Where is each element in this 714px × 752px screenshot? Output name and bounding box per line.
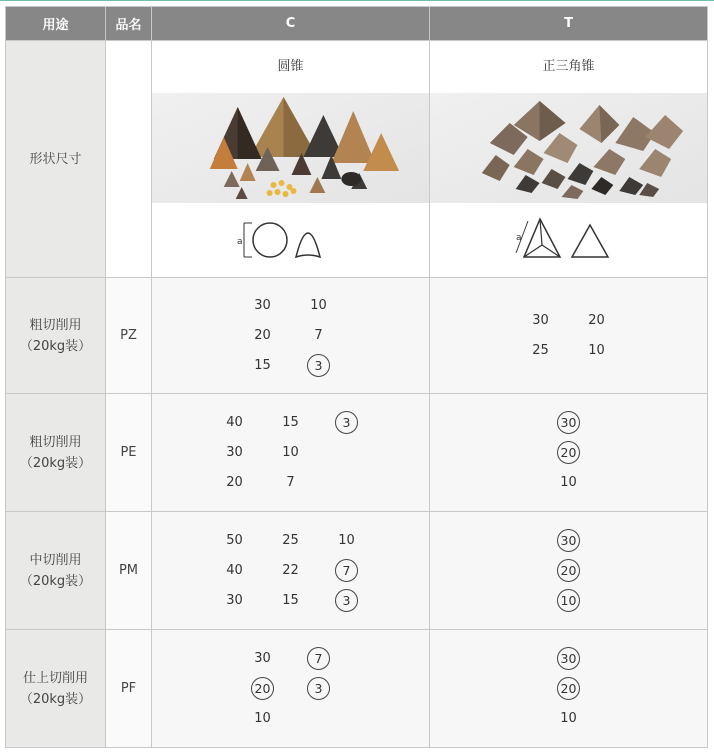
pyramid-title: 正三角锥 (542, 59, 595, 74)
usage-weight: （20kg装） (19, 573, 92, 589)
rows.0.t-value-line (513, 306, 625, 336)
size-value (541, 677, 597, 700)
pyramid-media-photo (430, 93, 707, 203)
usage-label: 粗切削用 (29, 434, 82, 450)
rows.1.t-values (430, 408, 707, 498)
size-value: 50 (226, 533, 243, 548)
size-value: 30 (532, 313, 549, 328)
rows.3.t-values (430, 644, 707, 734)
pyramid-sizes-cell (430, 394, 708, 512)
cone-sizes-cell (152, 278, 430, 394)
usage-label: 仕上切削用 (22, 670, 88, 686)
product-name: PF (106, 630, 152, 748)
rows.1.c-value-line (207, 438, 375, 468)
rows.1.c-value-line (207, 468, 375, 498)
rows.3.c-value-line (235, 644, 347, 674)
cone-dim-a: a (236, 237, 243, 247)
size-value (291, 647, 347, 670)
circled-size-value: 20 (251, 677, 274, 700)
size-value (541, 589, 597, 612)
circled-size-value: 7 (307, 647, 330, 670)
cone-diagram (152, 203, 429, 277)
rows.0.c-value-line (235, 351, 347, 381)
usage-cell (6, 394, 106, 512)
shape-label: 形状尺寸 (6, 41, 106, 278)
cone-title: 圆锥 (277, 59, 304, 74)
header-col-c: C (152, 7, 430, 41)
size-value: 30 (226, 445, 243, 460)
product-name: PE (106, 394, 152, 512)
circled-size-value: 7 (335, 559, 358, 582)
circled-size-value: 3 (307, 354, 330, 377)
size-value (541, 529, 597, 552)
size-value: 40 (226, 563, 243, 578)
rows.2.t-value-line (541, 526, 597, 556)
cone-dimension-icon (236, 215, 346, 265)
header-usage: 用途 (6, 7, 106, 41)
size-value: 25 (282, 533, 299, 548)
size-value: 15 (254, 358, 271, 373)
size-value (541, 559, 597, 582)
rows.3.t-value-line (541, 644, 597, 674)
circled-size-value: 10 (557, 589, 580, 612)
pyramid-shape-cell (430, 41, 708, 278)
rows.3.t-value-line (541, 704, 597, 734)
size-value: 25 (532, 343, 549, 358)
pyramid-diagram (430, 203, 707, 277)
rows.0.t-value-line (513, 336, 625, 366)
rows.1.t-value-line (541, 408, 597, 438)
size-value: 30 (254, 651, 271, 666)
circled-size-value: 3 (335, 411, 358, 434)
size-value (319, 589, 375, 612)
circled-size-value: 3 (307, 677, 330, 700)
usage-label: 中切削用 (29, 552, 82, 568)
pyramid-sizes-cell (430, 278, 708, 394)
size-value: 20 (254, 328, 271, 343)
size-value: 7 (286, 475, 295, 490)
size-value (541, 411, 597, 434)
circled-size-value: 20 (557, 559, 580, 582)
size-value (291, 677, 347, 700)
rows.2.c-values (152, 526, 429, 616)
size-value: 30 (226, 593, 243, 608)
rows.0.c-value-line (235, 321, 347, 351)
cone-sizes-cell (152, 630, 430, 748)
rows.1.t-value-line (541, 438, 597, 468)
usage-cell (6, 630, 106, 748)
product-name: PZ (106, 278, 152, 394)
shape-row (6, 41, 708, 278)
size-value: 20 (588, 313, 605, 328)
size-value (541, 441, 597, 464)
cone-sizes-cell (152, 512, 430, 630)
cone-shape-cell (152, 41, 430, 278)
size-value (319, 559, 375, 582)
circled-size-value: 30 (557, 529, 580, 552)
size-value: 10 (254, 711, 271, 726)
rows.3.t-value-line (541, 674, 597, 704)
size-value (291, 354, 347, 377)
rows.3.c-value-line (235, 704, 347, 734)
size-value: 7 (314, 328, 323, 343)
rows.0.t-values (430, 306, 707, 366)
size-value: 22 (282, 563, 299, 578)
cone-media-photo (152, 93, 429, 203)
size-value: 10 (338, 533, 355, 548)
rows.0.c-value-line (235, 291, 347, 321)
circled-size-value: 20 (557, 441, 580, 464)
usage-label: 粗切削用 (29, 317, 82, 333)
product-row (6, 630, 708, 748)
rows.1.c-values (152, 408, 429, 498)
usage-cell (6, 278, 106, 394)
pyramid-dimension-icon (514, 215, 624, 265)
size-value: 10 (560, 711, 577, 726)
circled-size-value: 3 (335, 589, 358, 612)
usage-weight: （20kg装） (19, 455, 92, 471)
header-col-t: T (430, 7, 708, 41)
pyramid-sizes-cell (430, 512, 708, 630)
size-value: 40 (226, 415, 243, 430)
top-accent-line (0, 0, 714, 5)
rows.2.c-value-line (207, 586, 375, 616)
rows.3.c-value-line (235, 674, 347, 704)
circled-size-value: 30 (557, 411, 580, 434)
rows.1.c-value-line (207, 408, 375, 438)
size-value (235, 677, 291, 700)
pyramid-sizes-cell (430, 630, 708, 748)
size-value: 10 (588, 343, 605, 358)
product-row (6, 278, 708, 394)
rows.2.t-values (430, 526, 707, 616)
size-value (541, 647, 597, 670)
rows.2.t-value-line (541, 586, 597, 616)
size-value (319, 411, 375, 434)
rows.1.t-value-line (541, 468, 597, 498)
shape-name-empty (106, 41, 152, 278)
size-value: 10 (310, 298, 327, 313)
size-value: 20 (226, 475, 243, 490)
rows.2.c-value-line (207, 526, 375, 556)
rows.2.c-value-line (207, 556, 375, 586)
size-value: 15 (282, 415, 299, 430)
cone-sizes-cell (152, 394, 430, 512)
circled-size-value: 20 (557, 677, 580, 700)
size-value: 30 (254, 298, 271, 313)
circled-size-value: 30 (557, 647, 580, 670)
rows.3.c-values (152, 644, 429, 734)
usage-weight: （20kg装） (19, 691, 92, 707)
pyramid-dim-a: a (515, 233, 522, 243)
usage-cell (6, 512, 106, 630)
usage-weight: （20kg装） (19, 338, 92, 354)
header-row (6, 7, 708, 41)
size-value: 10 (282, 445, 299, 460)
rows.0.c-values (152, 291, 429, 381)
product-name: PM (106, 512, 152, 630)
product-row (6, 394, 708, 512)
header-name: 品名 (106, 7, 152, 41)
size-value: 15 (282, 593, 299, 608)
rows.2.t-value-line (541, 556, 597, 586)
product-row (6, 512, 708, 630)
media-spec-table (5, 6, 708, 748)
size-value: 10 (560, 475, 577, 490)
